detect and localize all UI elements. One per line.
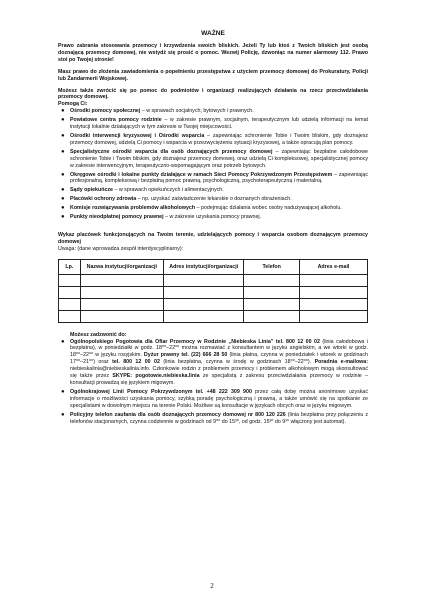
service-name: Okręgowe ośrodki i lokalne punkty działające w ramach Sieci Pomocy Pokrzywdzonym Przestępstwem [70, 171, 333, 178]
table-cell[interactable] [299, 310, 367, 322]
bullet-icon: ● [61, 108, 65, 115]
hotline-email-label: Poradnia e-mailowa: [314, 359, 369, 366]
list-item [58, 187, 368, 194]
hotline-text: ze specjalistą z zakresu przeciwdziałania przemocy w rodzinie – konsultacji prowadzą się językiem migowym. [70, 373, 368, 386]
service-name: Powiatowe centra pomocy rodzinie [70, 117, 162, 124]
table-cell[interactable] [244, 298, 300, 310]
table-cell[interactable] [164, 310, 244, 322]
institutions-list-title: Wykaz placówek funkcjonujących na Twoim terenie, udzielających pomocy i wsparcia osobom doznającym przemocy domowej [58, 231, 368, 245]
column-header: Nazwa instytucji/organizacji [80, 259, 163, 274]
list-item [58, 214, 368, 221]
table-cell[interactable] [59, 286, 81, 298]
intro-paragraph: Prawo zabrania stosowania przemocy i krzywdzenia swoich bliskich. Jeżeli Ty lub ktoś z Twoich bliskich jest osobą doznającą przemocy domowej, nie wstydź się prosić o pomoc. Wezwij Policję, dzwoniąc na numer alarmowy 112. Prawo stoi po Twojej stronie! [58, 43, 368, 63]
service-desc: – zapewniając schronienie Tobie i Twoim bliskim, gdy doznajesz przemocy domowej, udzielą Ci pomocy i wsparcia w przezwyciężeniu sytuacji kryzysowej, a także opracują plan pomocy. [70, 132, 368, 146]
bullet-icon: ● [61, 338, 65, 345]
list-item [58, 339, 368, 387]
bullet-icon: ● [61, 205, 65, 212]
hotline-skype: SKYPE: pogotowie.niebieska.linia [112, 373, 200, 380]
table-header-row [59, 259, 368, 274]
service-desc: – w sprawach opiekuńczych i alimentacyjnych. [112, 187, 224, 194]
list-item [58, 117, 368, 131]
hotline-text: przez całą dobę można anonimowo uzyskać informacje o możliwości uzyskania pomocy, szybką poradę psychologiczną i prawną, a także umówić się na spotkanie ze specjalistami w dowolnym miejscu na terenie Polski. Możliwe są konsultacje w językach obcych oraz w języku migowym. [70, 388, 368, 409]
service-name: Sądy opiekuńcze [70, 187, 113, 194]
column-header: Adres instytucji/organizacji [164, 259, 244, 274]
hotline-text: (linia bezpłatna przy połączeniu z telefonów stacjonarnych, czynna codziennie w godzinach od 9⁰⁰ do 15³⁰, od godz. 15³⁰ do 9³⁰ włączony jest automat). [70, 411, 368, 425]
hotline-name: Policyjny telefon zaufania dla osób doznających przemocy domowej nr 800 120 226 [70, 411, 286, 418]
table-cell[interactable] [80, 298, 163, 310]
hotline-name: Ogólnokrajowej Linii Pomocy Pokrzywdzonym tel. +48 222 309 900 [70, 388, 252, 395]
page-heading: WAŻNE [201, 30, 225, 37]
bullet-icon: ● [61, 214, 65, 221]
column-header: Lp. [59, 259, 81, 274]
service-desc: – podejmując działania wobec osoby nadużywającej alkoholu. [195, 205, 342, 212]
column-header: Adres e-mail [299, 259, 367, 274]
table-cell[interactable] [164, 286, 244, 298]
report-paragraph: Masz prawo do złożenia zawiadomienia o popełnieniu przestępstwa z użyciem przemocy domowej do Prokuratury, Policji lub Żandarmerii Wojskowej. [58, 68, 368, 82]
hotline-name: Ogólnopolskiego Pogotowia dla Ofiar Przemocy w Rodzinie „Niebieska Linia” tel. 800 12 00 02 [70, 338, 320, 345]
institutions-table [58, 259, 368, 323]
table-cell[interactable] [80, 310, 163, 322]
service-desc: – w zakresie prawnym, socjalnym, terapeutycznym lub udzielą informacji na temat instytucji lokalnie działających w tym zakresie w Twojej miejscowości. [70, 117, 368, 131]
hotline-text: (linia całodobowa i bezpłatna), w poniedziałki w godz. 18⁰⁰–22⁰⁰ można rozmawiać z konsultantem w języku angielskim, a we wtorki w godz. 18⁰⁰–22⁰⁰ w języku rosyjskim. [70, 338, 368, 359]
bullet-icon: ● [61, 117, 65, 124]
list-item [58, 149, 368, 170]
table-row [59, 298, 368, 310]
service-name: Placówki ochrony zdrowia [70, 196, 137, 203]
hotline-text: (linia bezpłatna, czynna w środę w godzinach 18⁰⁰–22⁰⁰). [159, 359, 315, 366]
help-label: Pomogą Ci: [58, 101, 88, 108]
bullet-icon: ● [61, 411, 65, 418]
bullet-icon: ● [61, 171, 65, 178]
table-cell[interactable] [164, 298, 244, 310]
call-label: Możesz zadzwonić do: [70, 331, 127, 338]
table-cell[interactable] [244, 274, 300, 286]
column-header: Telefon [244, 259, 300, 274]
table-cell[interactable] [80, 274, 163, 286]
service-desc: – zapewniając bezpłatne całodobowe schronienie Tobie i Twoim bliskim, gdy doznajesz przemocy domowej, oraz udzielą Ci kompleksowej, specjalistycznej pomocy w zakresie interwencyjnym, terapeutyczno-wspomagającym oraz potrzeb bytowych. [70, 148, 368, 169]
table-row [59, 274, 368, 286]
bullet-icon: ● [61, 148, 65, 155]
table-cell[interactable] [59, 274, 81, 286]
help-paragraph: Możesz także zwrócić się po pomoc do podmiotów i organizacji realizujących działania na rzecz przeciwdziałania przemocy domowej. [58, 87, 368, 101]
table-row [59, 286, 368, 298]
table-cell[interactable] [59, 310, 81, 322]
service-name: Ośrodki pomocy społecznej [70, 108, 141, 115]
service-name: Specjalistyczne ośrodki wsparcia dla osób doznających przemocy domowej [70, 148, 273, 155]
hotline-phone: tel. 800 12 00 02 [112, 359, 160, 366]
table-cell[interactable] [59, 298, 81, 310]
list-item [58, 172, 368, 186]
list-item [58, 196, 368, 203]
table-cell[interactable] [299, 286, 367, 298]
hotlines-list [58, 339, 368, 426]
hotline-text: (linia płatna, czynna w poniedziałek i wtorek w godzinach 17⁰⁰–21⁰⁰) oraz [70, 352, 368, 366]
service-desc: – w zakresie uzyskania pomocy prawnej. [163, 214, 262, 221]
bullet-icon: ● [61, 132, 65, 139]
service-desc: – w sprawach socjalnych, bytowych i prawnych. [140, 108, 254, 115]
service-desc: – np. uzyskać zaświadczenie lekarskie o doznanych obrażeniach. [136, 196, 292, 203]
page-number: 2 [210, 582, 214, 590]
list-item [58, 133, 368, 147]
bullet-icon: ● [61, 388, 65, 395]
hotline-text: niebieskalinia@niebieskalinia.info. Członkowie rodzin z problemem przemocy i problemem alkoholowym mogą skonsultować się także przez [70, 366, 368, 380]
service-name: Komisje rozwiązywania problemów alkoholowych [70, 205, 196, 212]
service-name: Punkty nieodpłatnej pomocy prawnej [70, 214, 164, 221]
institutions-list-note: Uwaga: (dane wprowadza zespół interdyscyplinarny): [58, 245, 184, 252]
service-name: Ośrodki interwencji kryzysowej i Ośrodki wsparcia [70, 132, 205, 139]
table-cell[interactable] [299, 298, 367, 310]
table-cell[interactable] [244, 286, 300, 298]
services-list [58, 108, 368, 221]
service-desc: – zapewniając profesjonalną, kompleksową i bezpłatną pomoc prawną, psychologiczną, psychoterapeutyczną i materialną. [70, 171, 368, 185]
table-cell[interactable] [244, 310, 300, 322]
hotline-phone: Dyżur prawny tel. (22) 666 28 50 [143, 352, 228, 359]
table-cell[interactable] [164, 274, 244, 286]
table-row [59, 310, 368, 322]
list-item [58, 108, 368, 115]
bullet-icon: ● [61, 196, 65, 203]
list-item [58, 412, 368, 426]
bullet-icon: ● [61, 187, 65, 194]
list-item [58, 389, 368, 410]
table-cell[interactable] [299, 274, 367, 286]
table-cell[interactable] [80, 286, 163, 298]
list-item [58, 205, 368, 212]
